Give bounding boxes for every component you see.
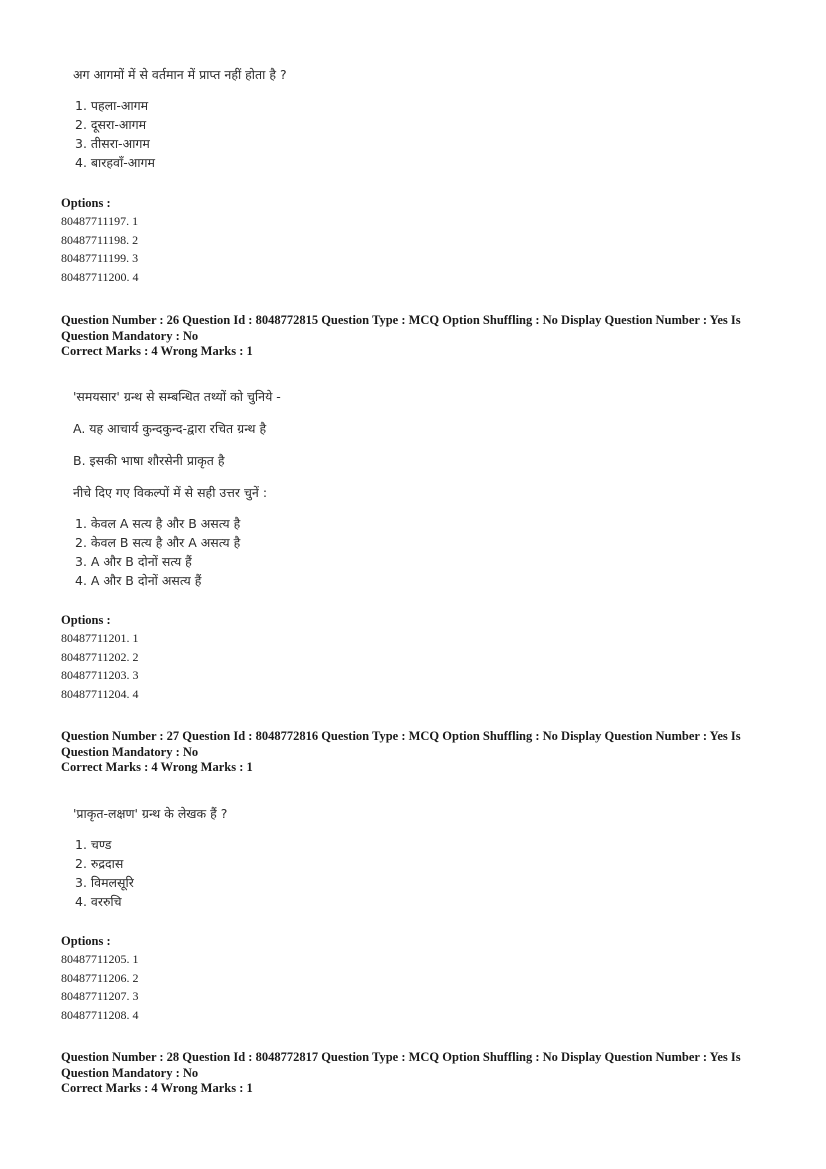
option-id: 80487711199. 3 (61, 251, 139, 266)
statement-a: A. यह आचार्य कुन्दकुन्द-द्वारा रचित ग्रन्थ है (73, 421, 267, 436)
question-text: 'समयसार' ग्रन्थ से सम्बन्धित तथ्यों को चुनिये - (73, 389, 281, 404)
answer-choice: 1. पहला-आगम (75, 98, 149, 113)
answer-choice: 3. विमलसूरि (75, 875, 134, 890)
answer-choice: 4. वररुचि (75, 894, 122, 909)
answer-choices (75, 96, 155, 172)
option-id-list (61, 950, 139, 1025)
question-meta (61, 729, 761, 776)
option-id: 80487711201. 1 (61, 631, 139, 645)
question-meta-line: Question Number : 27 Question Id : 8048772816 Question Type : MCQ Option Shuffling : No Display Question Number : Yes Is (61, 729, 741, 743)
answer-choices (75, 835, 134, 911)
option-id-list (61, 212, 139, 287)
answer-choice: 2. दूसरा-आगम (75, 117, 147, 132)
option-id: 80487711198. 2 (61, 232, 139, 247)
answer-choice: 4. बारहवाँ-आगम (75, 155, 156, 170)
answer-choice: 2. रुद्रदास (75, 856, 124, 871)
marks-line: Correct Marks : 4 Wrong Marks : 1 (61, 1081, 253, 1095)
option-id: 80487711207. 3 (61, 989, 139, 1004)
marks-line: Correct Marks : 4 Wrong Marks : 1 (61, 344, 253, 358)
question-meta-line: Question Mandatory : No (61, 1065, 199, 1080)
question-text: 'प्राकृत-लक्षण' ग्रन्थ के लेखक हैं ? (73, 806, 228, 821)
option-id: 80487711197. 1 (61, 214, 139, 228)
options-heading: Options : (61, 613, 111, 627)
answer-choice: 1. चण्ड (75, 837, 112, 852)
instruction-text: नीचे दिए गए विकल्पों में से सही उत्तर चुनें : (73, 485, 268, 500)
option-id: 80487711204. 4 (61, 687, 139, 702)
question-meta-line: Question Number : 26 Question Id : 8048772815 Question Type : MCQ Option Shuffling : No Display Question Number : Yes Is (61, 313, 741, 327)
option-id: 80487711205. 1 (61, 952, 139, 966)
answer-choice: 3. A और B दोनों सत्य हैं (75, 554, 192, 569)
options-heading: Options : (61, 196, 111, 210)
question-text: अग आगमों में से वर्तमान में प्राप्त नहीं होता है ? (73, 67, 287, 82)
question-meta (61, 313, 761, 360)
option-id: 80487711202. 2 (61, 649, 139, 664)
question-meta-line: Question Mandatory : No (61, 744, 199, 759)
answer-choice: 1. केवल A सत्य है और B असत्य है (75, 516, 241, 531)
question-meta (61, 1050, 761, 1097)
option-id: 80487711206. 2 (61, 970, 139, 985)
question-meta-line: Question Number : 28 Question Id : 8048772817 Question Type : MCQ Option Shuffling : No Display Question Number : Yes Is (61, 1050, 741, 1064)
answer-choice: 3. तीसरा-आगम (75, 136, 150, 151)
statement-b: B. इसकी भाषा शौरसेनी प्राकृत है (73, 453, 225, 468)
option-id-list (61, 629, 139, 704)
question-meta-line: Question Mandatory : No (61, 328, 199, 343)
answer-choices (75, 514, 240, 590)
answer-choice: 4. A और B दोनों असत्य हैं (75, 573, 202, 588)
options-heading: Options : (61, 934, 111, 948)
answer-choice: 2. केवल B सत्य है और A असत्य है (75, 535, 241, 550)
option-id: 80487711203. 3 (61, 668, 139, 683)
marks-line: Correct Marks : 4 Wrong Marks : 1 (61, 760, 253, 774)
option-id: 80487711200. 4 (61, 270, 139, 285)
option-id: 80487711208. 4 (61, 1008, 139, 1023)
